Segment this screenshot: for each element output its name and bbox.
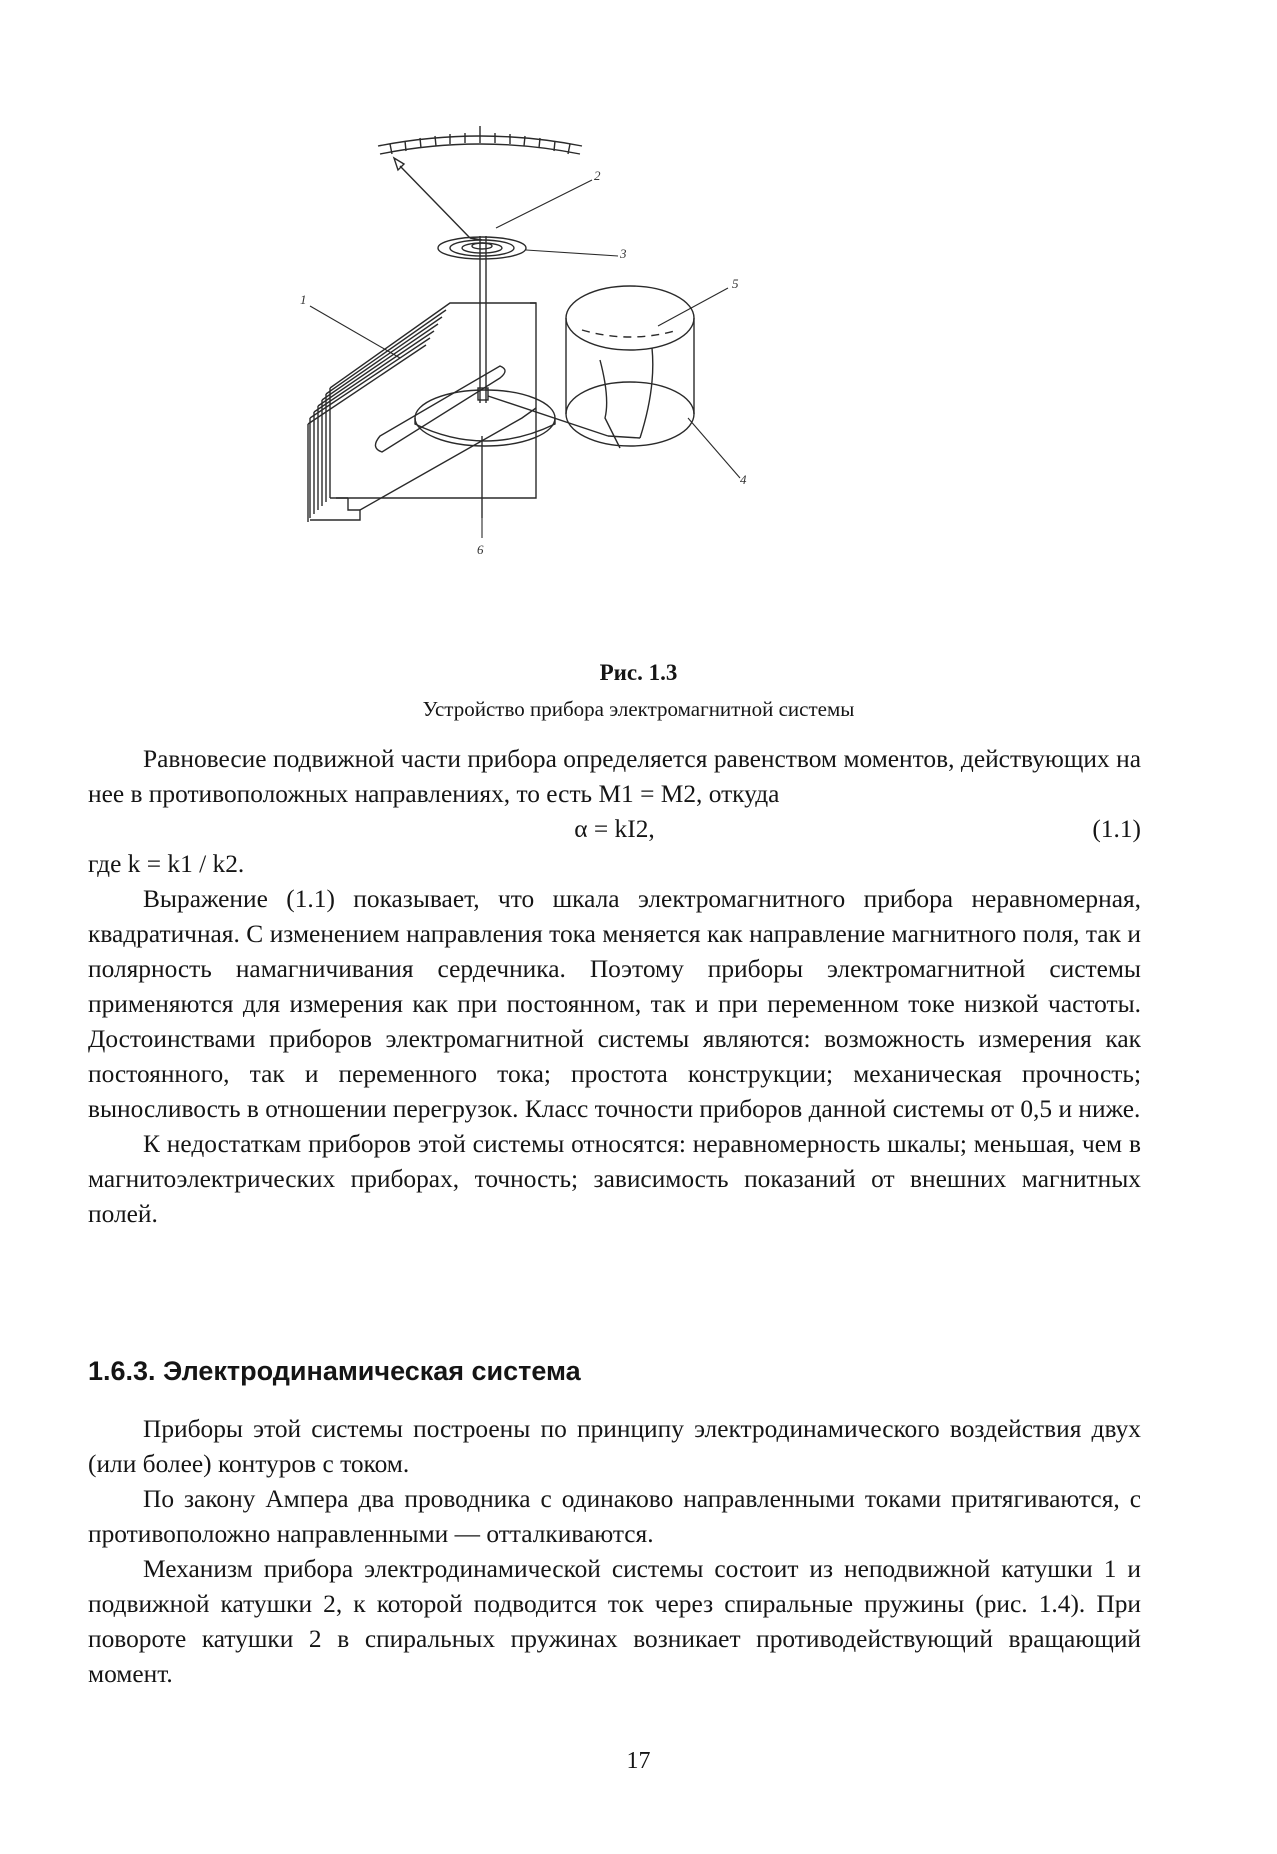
formula-1-1 — [88, 812, 1141, 847]
figure-label-3: 3 — [620, 246, 627, 261]
paragraph-equilibrium: Равновесие подвижной части прибора определяется равенством моментов, действующих на нее в противоположных направлениях, то есть M1 = M2, откуда — [88, 745, 1141, 808]
figure-label-4: 4 — [740, 472, 747, 487]
paragraph-ampere: По закону Ампера два проводника с одинаково направленными токами притягиваются, с противоположно направленными — отталкиваются. — [88, 1485, 1141, 1548]
paragraph-disadvantages: К недостаткам приборов этой системы относятся: неравномерность шкалы; меньшая, чем в магнитоэлектрических приборах, точность; зависимость показаний от внешних магнитных полей. — [88, 1130, 1141, 1228]
page-number: 17 — [626, 1748, 651, 1774]
moving-iron — [566, 286, 694, 448]
scale-arc-inner — [380, 144, 580, 154]
formula: α = kI2, — [574, 815, 655, 843]
figure-label-5: 5 — [732, 276, 739, 291]
electromagnetic-device-figure — [300, 118, 960, 658]
formula-number: (1.1) — [1092, 815, 1141, 843]
figure-label-2: 2 — [594, 168, 601, 183]
figure-label-1: 1 — [300, 292, 307, 307]
figure-title: Устройство прибора электромагнитной системы — [422, 697, 855, 721]
figure-label-6: 6 — [477, 542, 484, 557]
paragraph-mechanism: Механизм прибора электродинамической системы состоит из неподвижной катушки 1 и подвижной катушки 2, к которой подводится ток через спиральные пружины (рис. 1.4). При повороте катушки 2 в спиральных пружинах возникает противодействующий вращающий момент. — [88, 1555, 1141, 1688]
pointer — [400, 166, 470, 238]
figure-number: Рис. 1.3 — [599, 660, 678, 685]
section-2-body — [88, 1412, 1141, 1692]
paragraph-principle: Приборы этой системы построены по принципу электродинамического воздействия двух (или более) контуров с током. — [88, 1415, 1141, 1478]
fixed-coil — [308, 303, 536, 522]
section-1-body — [88, 742, 1141, 1232]
leader-lines — [310, 180, 740, 538]
paragraph-scale: Выражение (1.1) показывает, что шкала электромагнитного прибора неравномерная, квадратичная. С изменением направления тока меняется как направление магнитного поля, так и полярность намагничивания сердечника. Поэтому приборы электромагнитной системы применяются для измерения как при постоянном, так и при переменном токе низкой частоты. Достоинствами приборов электромагнитной системы являются: возможность измерения как постоянного, так и переменного тока; простота конструкции; механическая прочность; выносливость в отношении перегрузок. Класс точности приборов данной системы от 0,5 и ниже. — [88, 885, 1141, 1123]
formula-where: где k = k1 / k2. — [88, 850, 245, 878]
section-heading: 1.6.3. Электродинамическая система — [88, 1356, 581, 1386]
